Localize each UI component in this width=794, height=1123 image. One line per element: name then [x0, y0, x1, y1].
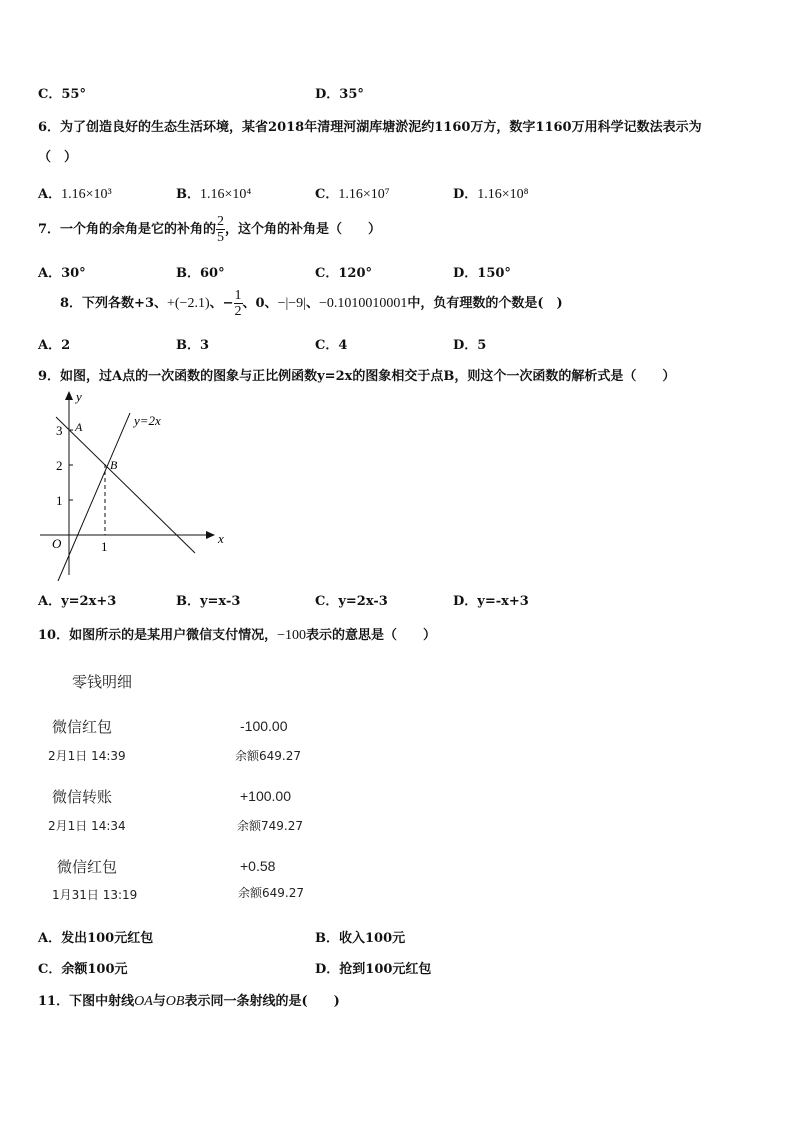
- q8-stem: [60, 288, 563, 319]
- wechat-record-2-time: 2月1日 14:34: [48, 819, 126, 833]
- q10-stem: [38, 624, 436, 644]
- wechat-record-3-time: 1月31日 13:19: [52, 888, 138, 902]
- line-label-y-2x: y=2x: [134, 413, 161, 428]
- q11-stem-pre: 11．下图中射线: [38, 994, 135, 1009]
- q9-option-b: B．y=x-3: [176, 594, 241, 609]
- q8-stem-post: 中，负有理数的个数是( ): [407, 296, 563, 311]
- wechat-record-1-name: 微信红包: [52, 718, 113, 736]
- q6-option-c-value: 1.16×10⁷: [338, 187, 390, 202]
- q8-sep-1: 、−: [209, 296, 234, 311]
- wechat-record-1-amount: -100.00: [240, 718, 288, 734]
- q7-stem-post: ，这个角的补角是（ ）: [225, 222, 382, 237]
- q11-oa: OA: [134, 994, 153, 1009]
- wechat-record-1-time: 2月1日 14:39: [48, 749, 126, 763]
- q8-option-b: B．3: [176, 338, 210, 353]
- q10-option-b: B．收入100元: [315, 931, 406, 946]
- q9-option-a: A．y=2x+3: [38, 594, 117, 609]
- q6-option-c-label: C．: [315, 187, 339, 202]
- q8-number-1: +(−2.1): [166, 296, 210, 311]
- point-a-label: A: [75, 420, 83, 434]
- q6-option-d-label: D．: [453, 187, 478, 202]
- line-through-a-b: [56, 417, 195, 553]
- q6-option-b-value: 1.16×10⁴: [200, 187, 252, 202]
- q7-option-a: A．30°: [38, 266, 86, 281]
- q5-option-c: C．55°: [38, 87, 86, 102]
- q9-stem: 9．如图，过A点的一次函数的图象与正比例函数y=2x的图象相交于点B，则这个一次函数的解析式是（ ）: [38, 369, 676, 384]
- origin-label: O: [52, 536, 62, 551]
- q9-graph: [30, 385, 240, 585]
- q9-option-d: D．y=-x+3: [453, 594, 529, 609]
- wechat-record-2-amount: +100.00: [240, 788, 291, 804]
- q8-fraction: [234, 288, 243, 319]
- q6-paren: （ ）: [38, 150, 78, 165]
- q7-option-b: B．60°: [176, 266, 225, 281]
- q9-option-c: C．y=2x-3: [315, 594, 388, 609]
- q6-option-a: [38, 183, 112, 203]
- tick-label-y2: 2: [56, 458, 63, 473]
- q10-stem-number: −100: [277, 628, 306, 643]
- q11-stem-post: 表示同一条射线的是( ): [184, 994, 340, 1009]
- y-axis-label: y: [76, 389, 82, 404]
- wechat-record-2-name: 微信转账: [52, 788, 113, 806]
- q6-option-d-value: 1.16×10⁸: [477, 187, 529, 202]
- q7-option-c: C．120°: [315, 266, 372, 281]
- q8-option-d: D．5: [453, 338, 487, 353]
- q7-stem-pre: 7．一个角的余角是它的补角的: [38, 222, 217, 237]
- tick-label-x1: 1: [101, 539, 108, 554]
- q11-ob: OB: [165, 994, 185, 1009]
- x-axis-label: x: [218, 531, 224, 546]
- wechat-record-3-amount: +0.58: [240, 858, 276, 874]
- q6-option-b-label: B．: [176, 187, 200, 202]
- q7-stem: [38, 214, 381, 245]
- tick-label-y1: 1: [56, 493, 63, 508]
- q8-number-3: −|−9|: [277, 296, 306, 311]
- q8-fraction-numerator: 1: [234, 288, 242, 303]
- wechat-title: 零钱明细: [72, 673, 133, 691]
- q8-number-4: −0.1010010001: [318, 296, 408, 311]
- q10-option-c: C．余额100元: [38, 962, 128, 977]
- q8-fraction-denominator: 2: [234, 304, 242, 319]
- q6-option-a-value: 1.16×10³: [61, 187, 112, 202]
- wechat-record-3-name: 微信红包: [57, 858, 118, 876]
- q11-mid: 与: [152, 994, 166, 1009]
- q6-stem: 6．为了创造良好的生态生活环境，某省2018年清理河湖库塘淤泥约1160万方，数字1160万用科学记数法表示为: [38, 120, 702, 135]
- q7-fraction-numerator: 2: [217, 214, 225, 229]
- q6-option-c: [315, 183, 390, 203]
- q10-option-d: D．抢到100元红包: [315, 962, 432, 977]
- q8-option-c: C．4: [315, 338, 348, 353]
- wechat-record-2-balance: 余额749.27: [237, 819, 303, 833]
- point-b-label: B: [110, 458, 118, 472]
- q7-fraction-denominator: 5: [217, 230, 225, 245]
- x-axis-arrow: [206, 531, 215, 539]
- y-axis-arrow: [65, 391, 73, 400]
- q10-stem-post: 表示的意思是（ ）: [306, 628, 437, 643]
- wechat-record-3-balance: 余额649.27: [238, 886, 304, 900]
- q6-option-d: [453, 183, 529, 203]
- tick-label-y3: 3: [56, 423, 63, 438]
- wechat-record-1-balance: 余额649.27: [235, 749, 301, 763]
- q6-option-a-label: A．: [38, 187, 62, 202]
- q7-option-d: D．150°: [453, 266, 511, 281]
- q8-stem-pre: 8．下列各数+3、: [60, 296, 167, 311]
- q10-stem-pre: 10．如图所示的是某用户微信支付情况，: [38, 628, 278, 643]
- q10-option-a: A．发出100元红包: [38, 931, 154, 946]
- q8-sep-3: 、: [305, 296, 319, 311]
- q11-stem: [38, 990, 340, 1010]
- q7-fraction: [216, 214, 225, 245]
- q5-option-d: D．35°: [315, 87, 364, 102]
- q8-sep-2: 、0、: [242, 296, 278, 311]
- q6-option-b: [176, 183, 251, 203]
- q8-option-a: A．2: [38, 338, 71, 353]
